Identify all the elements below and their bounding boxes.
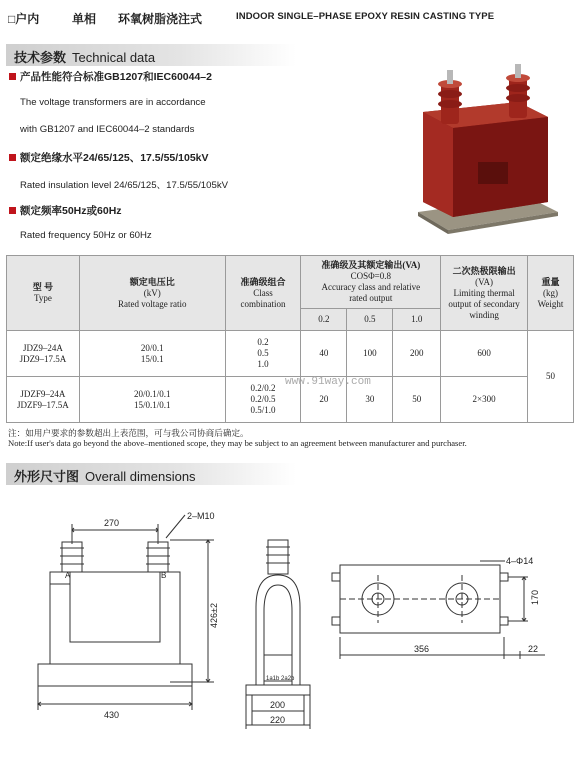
dim-356: 356 — [414, 644, 430, 654]
th-sub-05: 0.5 — [347, 309, 393, 331]
tech-item-1-en-2: with GB1207 and IEC60044–2 standards — [20, 124, 195, 135]
terminal-b: B — [161, 571, 167, 580]
cell-o10: 50 — [393, 377, 441, 423]
plan-view-drawing — [330, 555, 555, 670]
side-view-drawing — [238, 535, 328, 730]
terminal-a: A — [65, 571, 71, 580]
cell-weight: 50 — [528, 331, 574, 423]
cell-o05: 30 — [347, 377, 393, 423]
dim-220: 220 — [270, 715, 286, 725]
tech-item-2-en: Rated insulation level 24/65/125、17.5/55/105kV — [20, 180, 229, 191]
bullet-square — [9, 73, 16, 80]
dim-22: 22 — [528, 644, 539, 654]
header-title-en: INDOOR SINGLE–PHASE EPOXY RESIN CASTING TYPE — [236, 11, 495, 22]
cell-class: 0.2 0.5 1.0 — [225, 331, 301, 377]
page-header — [0, 8, 582, 30]
dim-bolt: 2–M10 — [187, 511, 215, 521]
tech-item-1-en-1: The voltage transformers are in accordance — [20, 97, 206, 108]
tech-item-2-cn: 额定绝缘水平24/65/125、17.5/55/105kV — [20, 152, 209, 164]
cell-class: 0.2/0.2 0.2/0.5 0.5/1.0 — [225, 377, 301, 423]
th-type: 型 号 Type — [7, 256, 80, 331]
dim-270: 270 — [104, 518, 120, 528]
th-output: 准确级及其额定输出(VA) COSΦ=0.8 Accuracy class and relative rated output — [301, 256, 441, 309]
dim-170: 170 — [530, 589, 540, 605]
technical-title: 技术参数 Technical data — [14, 50, 156, 65]
front-view-drawing — [30, 510, 230, 732]
cell-type: JDZF9–24A JDZF9–17.5A — [7, 377, 80, 423]
bullet-square — [9, 207, 16, 214]
technical-data-band — [6, 44, 296, 66]
th-sub-10: 1.0 — [393, 309, 441, 331]
th-ratio: 额定电压比 (kV) Rated voltage ratio — [79, 256, 225, 331]
table-row — [7, 331, 574, 377]
dim-430: 430 — [104, 710, 120, 720]
type-cn: 环氧树脂浇注式 — [118, 12, 203, 26]
phase-cn: 单相 — [72, 12, 97, 26]
terminal-plate: 1a1b 2a2b — [266, 676, 295, 682]
dim-holes: 4–Φ14 — [506, 556, 534, 566]
category-cn: □户内 — [8, 12, 40, 26]
tech-item-3-en: Rated frequency 50Hz or 60Hz — [20, 230, 152, 241]
tech-item-1-cn: 产品性能符合标准GB1207和IEC60044–2 — [20, 71, 212, 83]
cell-o10: 200 — [393, 331, 441, 377]
cell-ratio: 20/0.1/0.1 15/0.1/0.1 — [79, 377, 225, 423]
th-class: 准确级组合 Class combination — [225, 256, 301, 331]
cell-o02: 40 — [301, 331, 347, 377]
dim-200: 200 — [270, 700, 286, 710]
tech-item-3-cn: 额定频率50Hz或60Hz — [20, 205, 122, 217]
cell-thermal: 600 — [441, 331, 528, 377]
th-sub-02: 0.2 — [301, 309, 347, 331]
cell-type: JDZ9–24A JDZ9–17.5A — [7, 331, 80, 377]
dimensions-band — [6, 463, 296, 485]
watermark: www.91way.com — [285, 376, 371, 388]
note-en: Note:If user's data go beyond the above–mentioned scope, they may be subject to an agreement between manufacturer and purchaser. — [8, 438, 467, 448]
cell-thermal: 2×300 — [441, 377, 528, 423]
th-thermal: 二次热极限输出 (VA) Limiting thermal output of secondary winding — [441, 256, 528, 331]
product-photo — [398, 62, 570, 238]
spec-table — [6, 255, 574, 423]
note-cn: 注：如用户要求的参数超出上表范围，可与我公司协商后确定。 — [8, 428, 249, 438]
dimensions-title: 外形尺寸图 Overall dimensions — [14, 469, 196, 484]
dim-height: 426±2 — [209, 603, 219, 628]
cell-o05: 100 — [347, 331, 393, 377]
cell-o02: 20 — [301, 377, 347, 423]
th-weight: 重量 (kg) Weight — [528, 256, 574, 331]
bullet-square — [9, 154, 16, 161]
cell-ratio: 20/0.1 15/0.1 — [79, 331, 225, 377]
